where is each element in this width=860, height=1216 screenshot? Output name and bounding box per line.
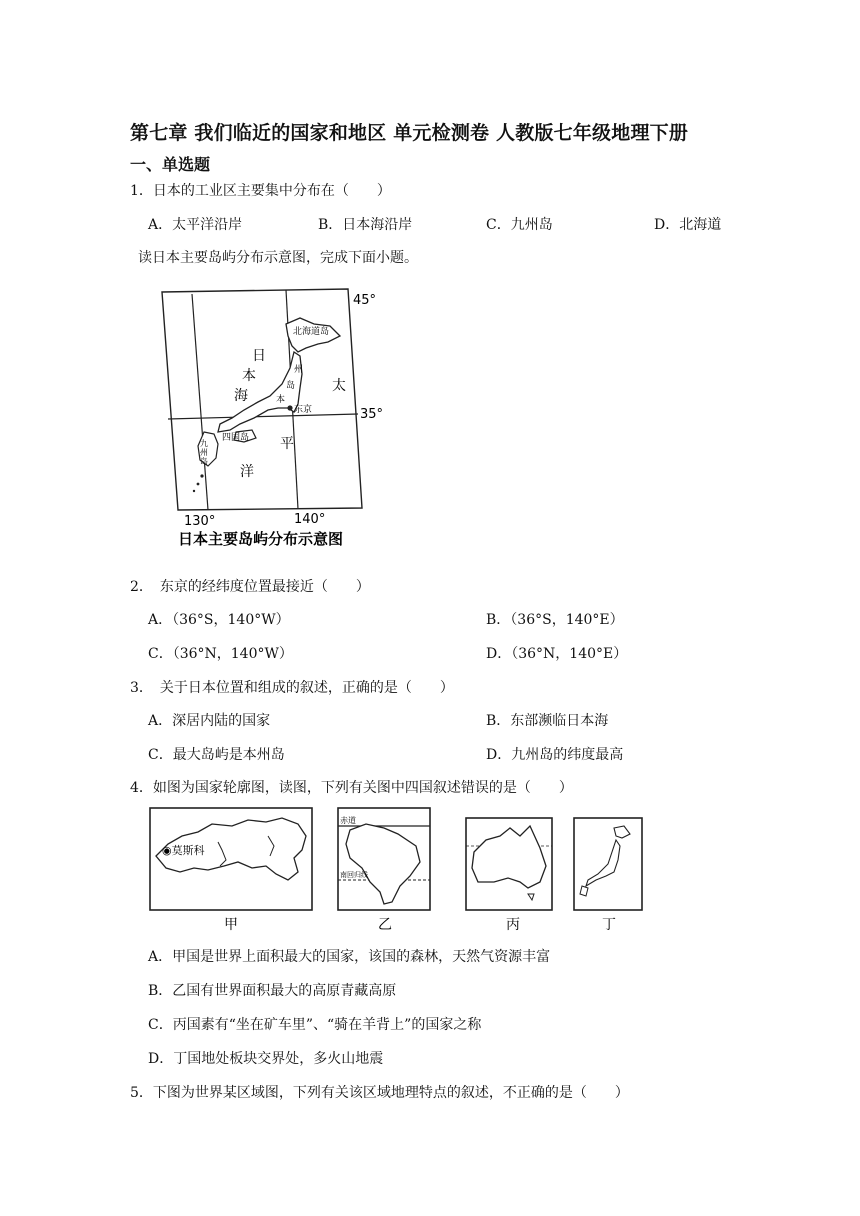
map-caption: 日本主要岛屿分布示意图	[178, 530, 344, 548]
question-3-stem: 3． 关于日本位置和组成的叙述，正确的是（ ）	[130, 680, 454, 696]
svg-text:洋: 洋	[240, 464, 254, 480]
question-4-stem: 4．如图为国家轮廓图，读图，下列有关图中四国叙述错误的是（ ）	[130, 780, 573, 796]
lon-130-label: 130°	[184, 514, 216, 529]
moscow-label: ◉莫斯科	[162, 844, 205, 857]
svg-text:平: 平	[280, 436, 294, 452]
q4-option-d: D．丁国地处板块交界处，多火山地震	[148, 1051, 384, 1067]
q2-option-b: B．（36°S，140°E）	[486, 612, 624, 628]
hokkaido-label: 北海道岛	[293, 327, 330, 337]
japan-islands-map	[148, 280, 398, 555]
q1-option-a: A．太平洋沿岸	[148, 217, 243, 233]
tokyo-label: 东京	[294, 405, 313, 415]
map-yi-brazil	[336, 806, 434, 934]
svg-text:州: 州	[200, 448, 208, 457]
map-jia-label: 甲	[224, 917, 238, 933]
svg-text:九: 九	[200, 439, 208, 448]
map-yi-label: 乙	[378, 917, 392, 933]
question-1-stem: 1．日本的工业区主要集中分布在（ ）	[130, 183, 391, 199]
svg-text:岛: 岛	[286, 381, 296, 391]
question-2-stem: 2． 东京的经纬度位置最接近（ ）	[130, 579, 370, 595]
svg-text:本: 本	[276, 395, 286, 405]
q4-option-b: B．乙国有世界面积最大的高原青藏高原	[148, 983, 397, 999]
q1-option-c: C．九州岛	[486, 217, 553, 233]
q4-option-c: C．丙国素有“坐在矿车里”、“骑在羊背上”的国家之称	[148, 1017, 482, 1033]
map-bing-label: 丙	[506, 917, 520, 933]
lat-35-label: 35°	[360, 407, 384, 422]
equator-label: 赤道	[340, 816, 356, 825]
tokyo-marker	[287, 405, 292, 410]
q3-option-c: C．最大岛屿是本州岛	[148, 747, 285, 763]
svg-text:岛: 岛	[200, 457, 208, 466]
q3-option-a: A．深居内陆的国家	[148, 713, 271, 729]
svg-text:太: 太	[332, 378, 346, 394]
map-jia-russia	[148, 806, 316, 934]
q1-option-d: D．北海道	[654, 217, 722, 233]
q1-option-b: B．日本海沿岸	[318, 217, 413, 233]
meridian-130	[192, 294, 208, 510]
q2-option-c: C．（36°N，140°W）	[148, 646, 293, 662]
reading-intro: 读日本主要岛屿分布示意图，完成下面小题。	[138, 250, 418, 266]
svg-text:海: 海	[234, 388, 248, 404]
q4-option-a: A．甲国是世界上面积最大的国家，该国的森林，天然气资源丰富	[148, 949, 551, 965]
tropic-label: 南回归线	[340, 871, 368, 879]
lat-45-label: 45°	[353, 293, 377, 308]
q3-option-d: D．九州岛的纬度最高	[486, 747, 624, 763]
page-title: 第七章 我们临近的国家和地区 单元检测卷 人教版七年级地理下册	[130, 122, 689, 144]
q2-option-d: D．（36°N，140°E）	[486, 646, 628, 662]
lon-140-label: 140°	[294, 512, 326, 527]
q3-option-b: B．东部濒临日本海	[486, 713, 609, 729]
svg-text:日: 日	[252, 348, 266, 364]
shikoku-label: 四国岛	[222, 433, 250, 443]
honshu-outline	[218, 352, 302, 432]
section-heading: 一、单选题	[130, 155, 211, 174]
question-5-stem: 5．下图为世界某区域图，下列有关该区域地理特点的叙述，不正确的是（ ）	[130, 1085, 629, 1101]
svg-text:本: 本	[242, 368, 256, 384]
map-bing-australia	[464, 816, 556, 934]
svg-text:州: 州	[294, 365, 304, 375]
parallel-35	[168, 414, 358, 419]
q2-option-a: A．（36°S，140°W）	[148, 612, 290, 628]
map-ding-label: 丁	[602, 917, 616, 933]
map-ding-japan	[572, 816, 646, 934]
